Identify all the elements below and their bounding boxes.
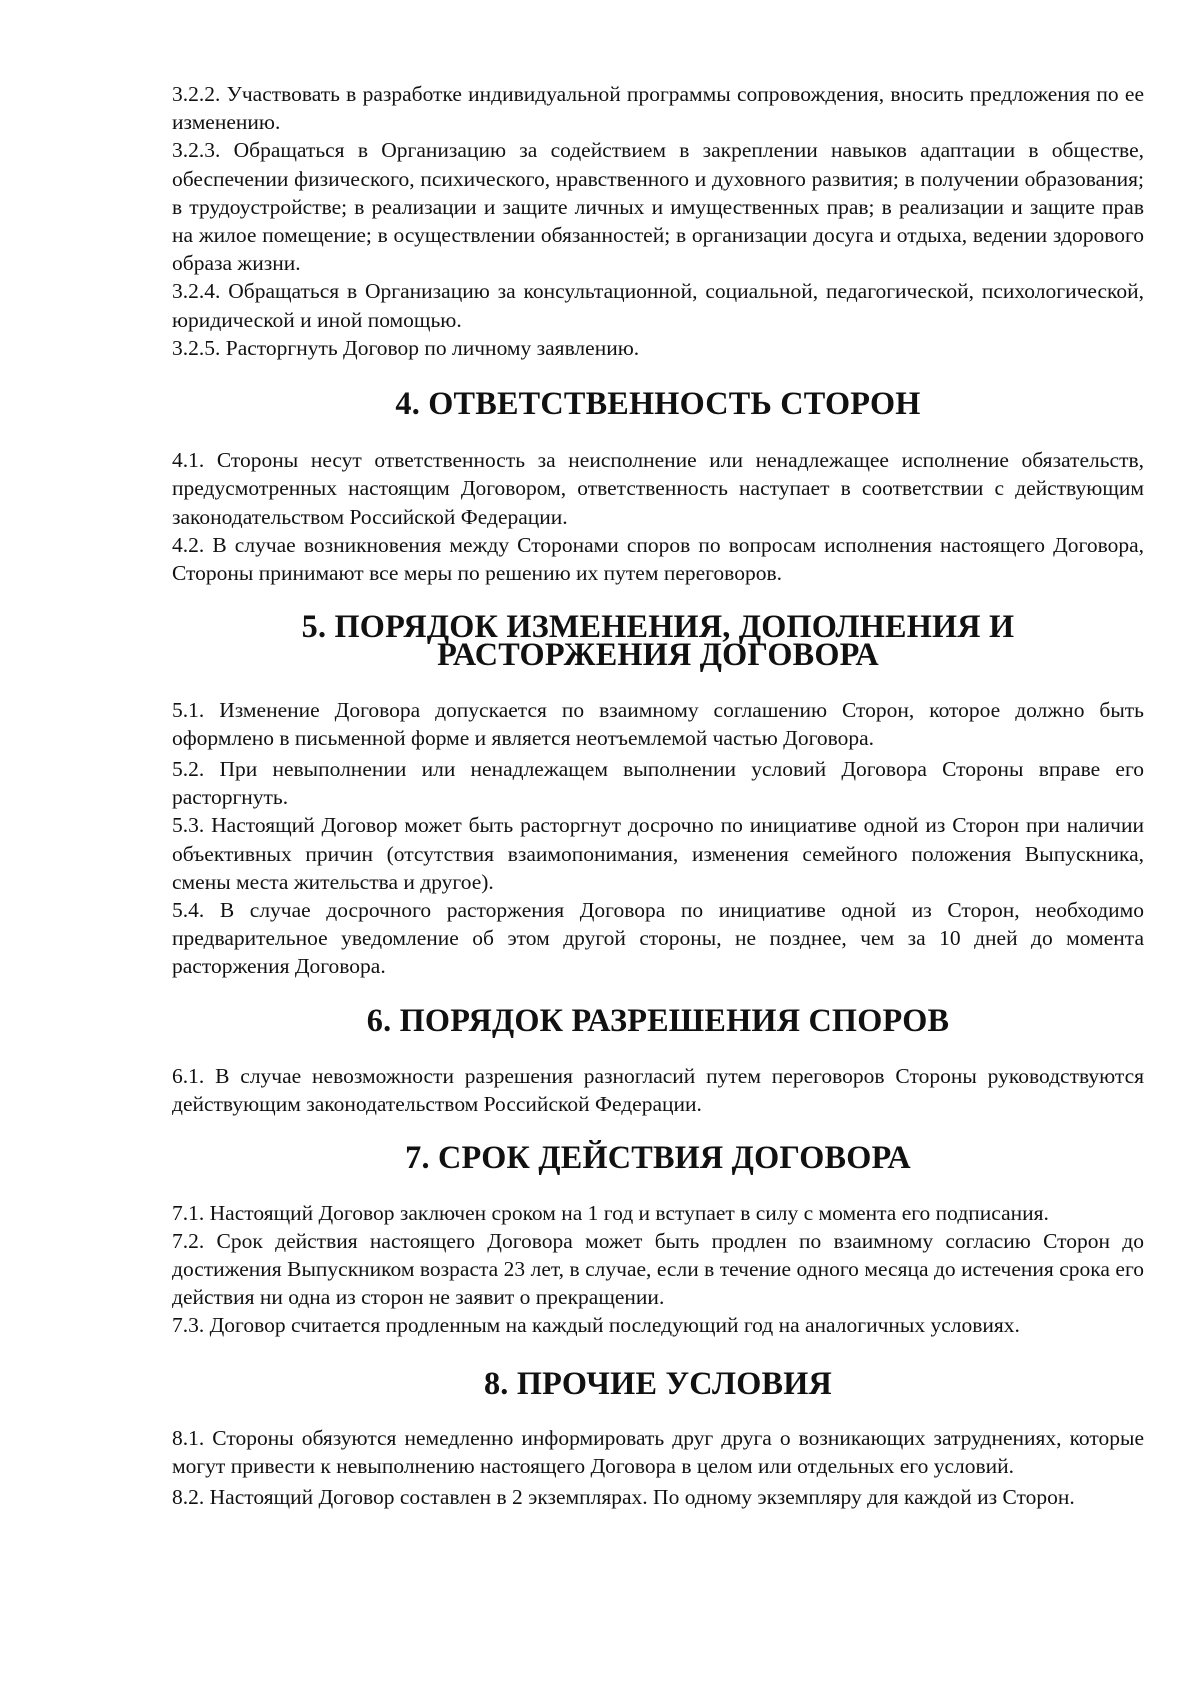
clause-5-4: 5.4. В случае досрочного расторжения Договора по инициативе одной из Сторон, необходимо предварительное уведомление об этом другой стороны, не позднее, чем за 10 дней до момента расторжения Договора. <box>172 898 1144 979</box>
section-4-heading: 4. ОТВЕТСТВЕННОСТЬ СТОРОН <box>395 385 921 422</box>
document-page <box>172 80 1144 1511</box>
clause-5-1: 5.1. Изменение Договора допускается по взаимному соглашению Сторон, которое должно быть оформлено в письменной форме и является неотъемлемой частью Договора. <box>172 697 1144 750</box>
clause-6-1: 6.1. В случае невозможности разрешения разногласий путем переговоров Стороны руководствуются действующим законодательством Российской Федерации. <box>172 1063 1144 1117</box>
clause-5-2: 5.2. При невыполнении или ненадлежащем выполнении условий Договора Стороны вправе его расторгнуть. <box>172 757 1144 810</box>
clause-7-3: 7.3. Договор считается продленным на каждый последующий год на аналогичных условиях. <box>172 1313 1020 1338</box>
section-8-heading: 8. ПРОЧИЕ УСЛОВИЯ <box>483 1364 832 1401</box>
clause-4-2: 4.2. В случае возникновения между Сторонами споров по вопросам исполнения настоящего Договора, Стороны принимают все меры по решению их путем переговоров. <box>172 532 1144 586</box>
section-7-heading: 7. СРОК ДЕЙСТВИЯ ДОГОВОРА <box>405 1139 911 1176</box>
clause-3-2-3: 3.2.3. Обращаться в Организацию за содействием в закреплении навыков адаптации в обществе, обеспечении физического, психического, нравственного и духовного развития; в получении образования; в трудоустройстве; в реализации и защите личных и имущественных прав; в реализации и защите прав на жилое помещение; в осуществлении обязанностей; в организации досуга и отдыха, ведении здорового образа жизни. <box>172 138 1144 276</box>
clause-8-1: 8.1. Стороны обязуются немедленно информировать друг друга о возникающих затруднениях, которые могут привести к невыполнению настоящего Договора в целом или отдельных его условий. <box>172 1425 1144 1478</box>
clause-3-2-4: 3.2.4. Обращаться в Организацию за консультационной, социальной, педагогической, психологической, юридической и иной помощью. <box>172 279 1144 332</box>
section-6-heading: 6. ПОРЯДОК РАЗРЕШЕНИЯ СПОРОВ <box>366 1001 950 1038</box>
clause-3-2-2: 3.2.2. Участвовать в разработке индивидуальной программы сопровождения, вносить предложения по ее изменению. <box>172 82 1144 135</box>
clause-7-1: 7.1. Настоящий Договор заключен сроком на 1 год и вступает в силу с момента его подписания. <box>172 1200 1049 1225</box>
clause-7-2: 7.2. Срок действия настоящего Договора может быть продлен по взаимному согласию Сторон до достижения Выпускником возраста 23 лет, в случае, если в течение одного месяца до истечения срока его действия ни одна из сторон не заявит о прекращении. <box>172 1228 1144 1310</box>
clause-4-1: 4.1. Стороны несут ответственность за неисполнение или ненадлежащее исполнение обязательств, предусмотренных настоящим Договором, ответственность наступает в соответствии с действующим законодательством Российской Федерации. <box>172 448 1144 529</box>
clause-8-2: 8.2. Настоящий Договор составлен в 2 экземплярах. По одному экземпляру для каждой из Сторон. <box>172 1485 1075 1510</box>
section-5-heading: 5. ПОРЯДОК ИЗМЕНЕНИЯ, ДОПОЛНЕНИЯ И РАСТОРЖЕНИЯ ДОГОВОРА <box>301 608 1015 673</box>
clause-3-2-5: 3.2.5. Расторгнуть Договор по личному заявлению. <box>172 335 640 360</box>
clause-5-3: 5.3. Настоящий Договор может быть расторгнут досрочно по инициативе одной из Сторон при наличии объективных причин (отсутствия взаимопонимания, изменения семейного положения Выпускника, смены места жительства и другое). <box>172 813 1144 894</box>
